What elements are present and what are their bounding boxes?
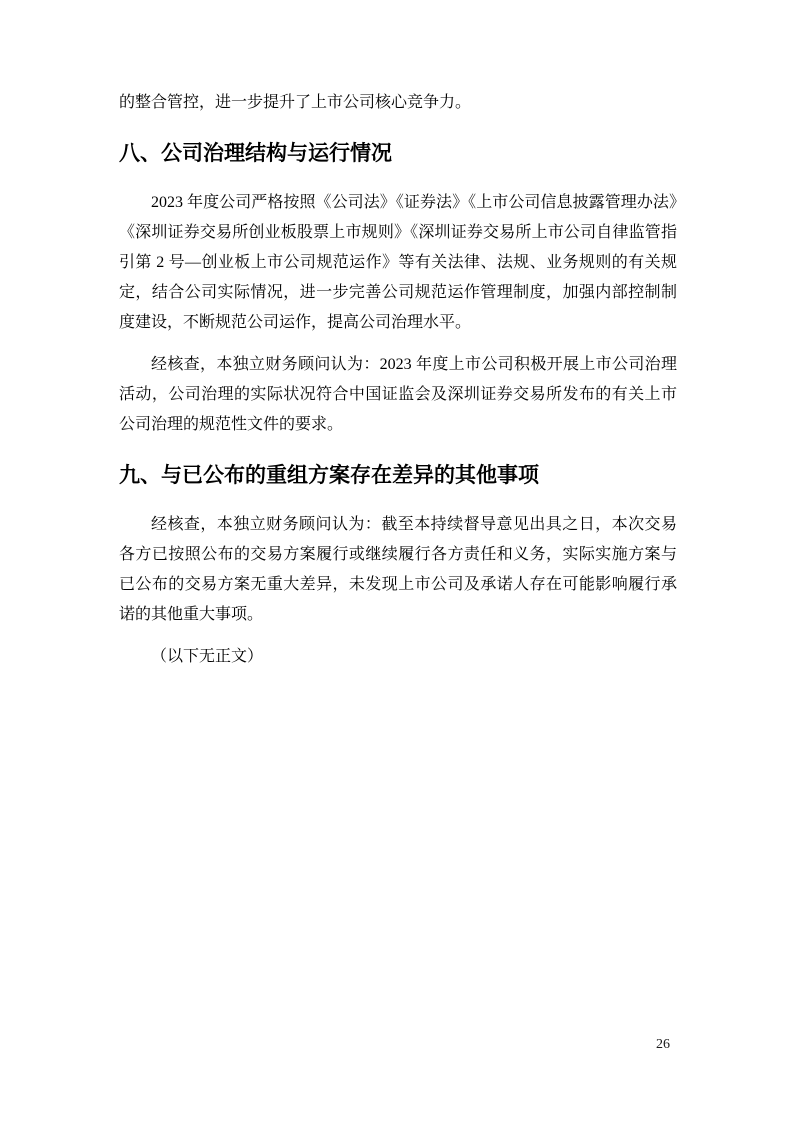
- section-8-paragraph-2: 经核查，本独立财务顾问认为：2023 年度上市公司积极开展上市公司治理活动，公司治理的实际状况符合中国证监会及深圳证券交易所发布的有关上市公司治理的规范性文件的要求。: [119, 356, 677, 433]
- section-8-paragraph-1: 2023 年度公司严格按照《公司法》《证券法》《上市公司信息披露管理办法》《深圳证券交易所创业板股票上市规则》《深圳证券交易所上市公司自律监管指引第 2 号—创业板上市公司规范运作》等有关法律、法规、业务规则的有关规定，结合公司实际情况，进一步完善公司规范运作管理制度，加强内部控制制度建设，不断规范公司运作，提高公司治理水平。: [119, 194, 677, 331]
- section-9-paragraph-1: 经核查，本独立财务顾问认为：截至本持续督导意见出具之日，本次交易各方已按照公布的交易方案履行或继续履行各方责任和义务，实际实施方案与已公布的交易方案无重大差异，未发现上市公司及承诺人存在可能影响履行承诺的其他重大事项。: [119, 516, 677, 623]
- closing-note: （以下无正文）: [151, 648, 264, 665]
- continuation-paragraph: 的整合管控，进一步提升了上市公司核心竞争力。: [119, 94, 472, 111]
- page-number: 26: [656, 1037, 670, 1052]
- page-content: [119, 88, 677, 672]
- section-9-heading: 九、与已公布的重组方案存在差异的其他事项: [119, 464, 539, 487]
- section-8-heading: 八、公司治理结构与运行情况: [119, 142, 392, 165]
